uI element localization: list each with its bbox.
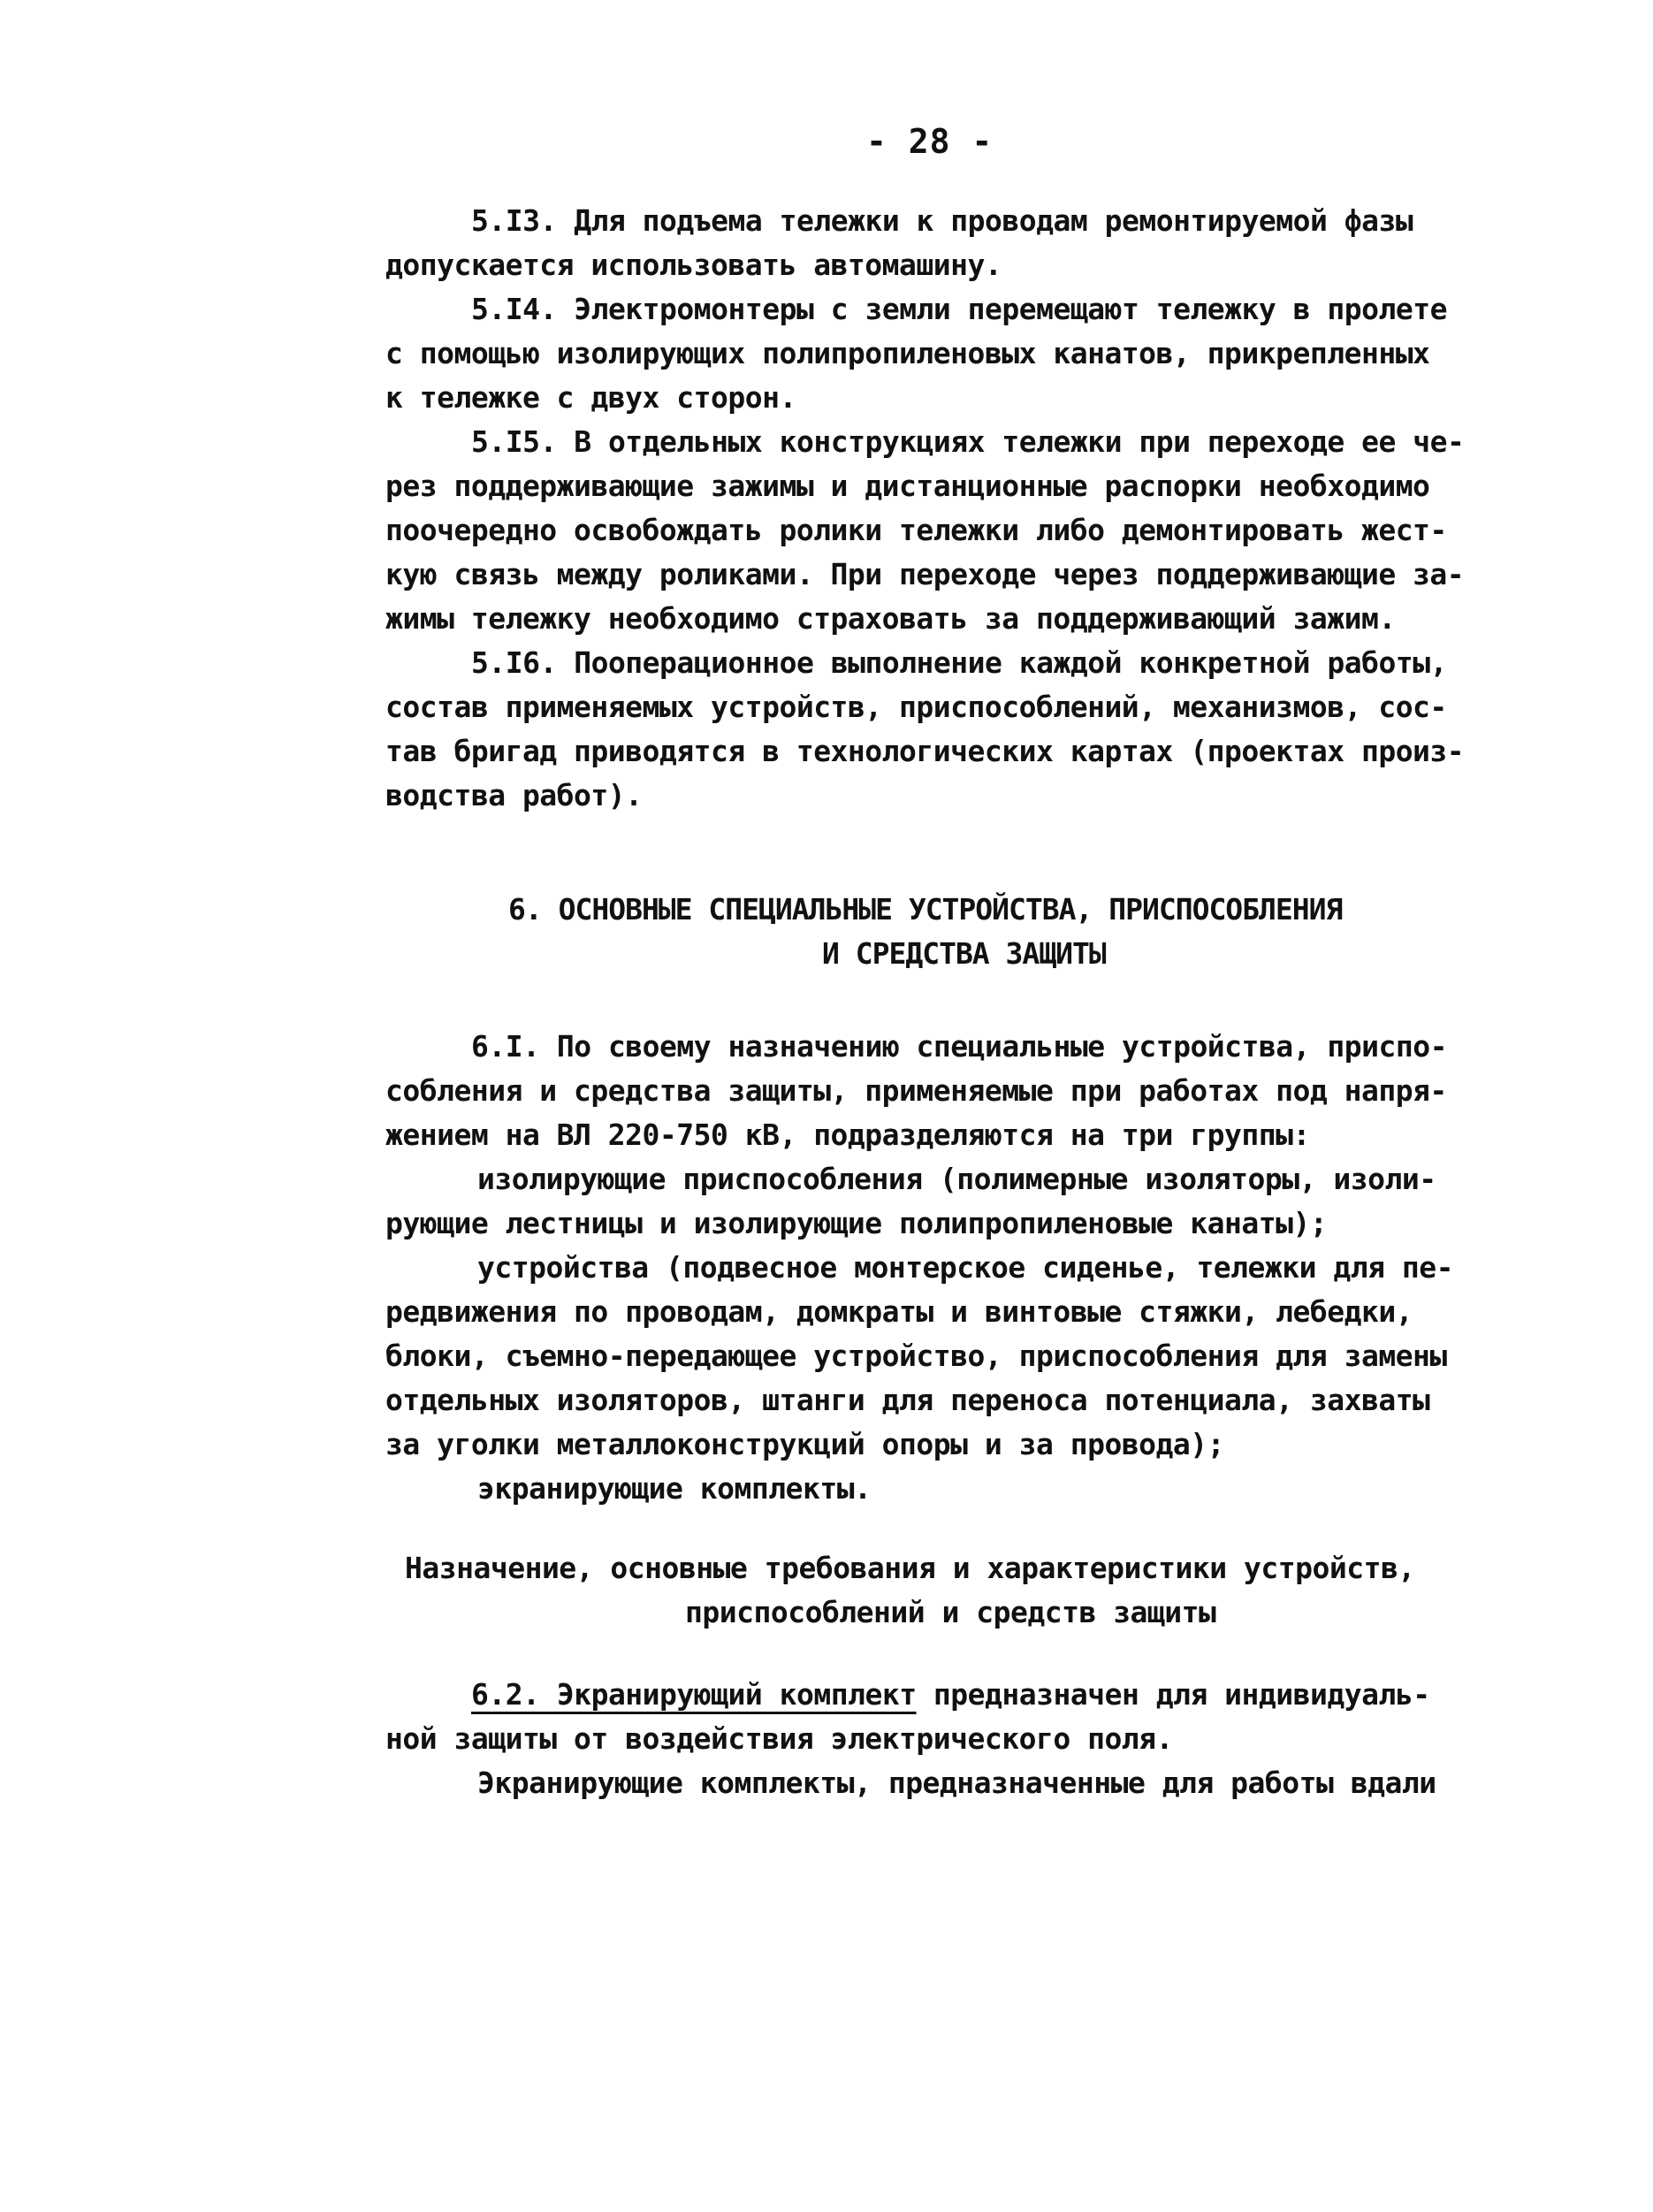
paragraph-5-16-line-2: состав применяемых устройств, приспособлений, механизмов, сос- [385, 690, 1447, 724]
paragraph-5-15-line-3: поочередно освобождать ролики тележки либо демонтировать жест- [385, 513, 1447, 547]
paragraph-5-15-line-5: жимы тележку необходимо страховать за поддерживающий зажим. [385, 601, 1396, 636]
paragraph-6-2-line-2: ной защиты от воздействия электрического поля. [385, 1721, 1173, 1756]
paragraph-6-2-line-1 [471, 1677, 1430, 1712]
group-2-line-2: редвижения по проводам, домкраты и винтовые стяжки, лебедки, [385, 1294, 1413, 1329]
group-1-line-2: рующие лестницы и изолирующие полипропиленовые канаты); [385, 1206, 1328, 1240]
paragraph-6-1-line-1: 6.I. По своему назначению специальные устройства, приспо- [471, 1029, 1447, 1064]
paragraph-6-1-line-2: собления и средства защиты, применяемые при работах под напря- [385, 1073, 1447, 1108]
group-2-line-4: отдельных изоляторов, штанги для переноса потенциала, захваты [385, 1383, 1430, 1417]
group-1-line-1: изолирующие приспособления (полимерные изоляторы, изоли- [477, 1162, 1436, 1196]
paragraph-5-13-line-2: допускается использовать автомашину. [385, 248, 1002, 282]
paragraph-5-15-line-2: рез поддерживающие зажимы и дистанционные распорки необходимо [385, 469, 1430, 503]
paragraph-5-15-line-1: 5.I5. В отдельных конструкциях тележки при переходе ее че- [471, 424, 1465, 459]
group-2-line-1: устройства (подвесное монтерское сиденье, тележки для пе- [477, 1250, 1453, 1285]
paragraph-5-15-line-4: кую связь между роликами. При переходе через поддерживающие за- [385, 557, 1465, 591]
paragraph-5-16-line-4: водства работ). [385, 778, 643, 812]
paragraph-5-14-line-1: 5.I4. Электромонтеры с земли перемещают тележку в пролете [471, 292, 1447, 326]
paragraph-6-2-line-1-rest: предназначен для индивидуаль- [916, 1677, 1430, 1712]
paragraph-5-16-line-3: тав бригад приводятся в технологических картах (проектах произ- [385, 734, 1465, 768]
paragraph-5-14-line-3: к тележке с двух сторон. [385, 380, 796, 415]
paragraph-6-2-line-3: Экранирующие комплекты, предназначенные для работы вдали [477, 1766, 1436, 1800]
group-2-line-3: блоки, съемно-передающее устройство, приспособления для замены [385, 1339, 1447, 1373]
subsection-title-line-1: Назначение, основные требования и характеристики устройств, [405, 1551, 1415, 1585]
section-6-title-line-1: 6. ОСНОВНЫЕ СПЕЦИАЛЬНЫЕ УСТРОЙСТВА, ПРИСПОСОБЛЕНИЯ [508, 892, 1343, 927]
group-2-line-5: за уголки металлоконструкций опоры и за провода); [385, 1427, 1225, 1461]
group-3-line-1: экранирующие комплекты. [477, 1471, 872, 1506]
paragraph-5-14-line-2: с помощью изолирующих полипропиленовых канатов, прикрепленных [385, 336, 1430, 370]
paragraph-5-16-line-1: 5.I6. Пооперационное выполнение каждой конкретной работы, [471, 645, 1447, 680]
page-number: - 28 - [866, 122, 994, 161]
subsection-title-line-2: приспособлений и средств защиты [685, 1595, 1216, 1629]
section-6-title-line-2: И СРЕДСТВА ЗАЩИТЫ [822, 936, 1106, 971]
underlined-term: 6.2. Экранирующий комплект [471, 1677, 917, 1712]
paragraph-6-1-line-3: жением на ВЛ 220-750 кВ, подразделяются на три группы: [385, 1117, 1310, 1152]
paragraph-5-13-line-1: 5.I3. Для подъема тележки к проводам ремонтируемой фазы [471, 203, 1413, 238]
